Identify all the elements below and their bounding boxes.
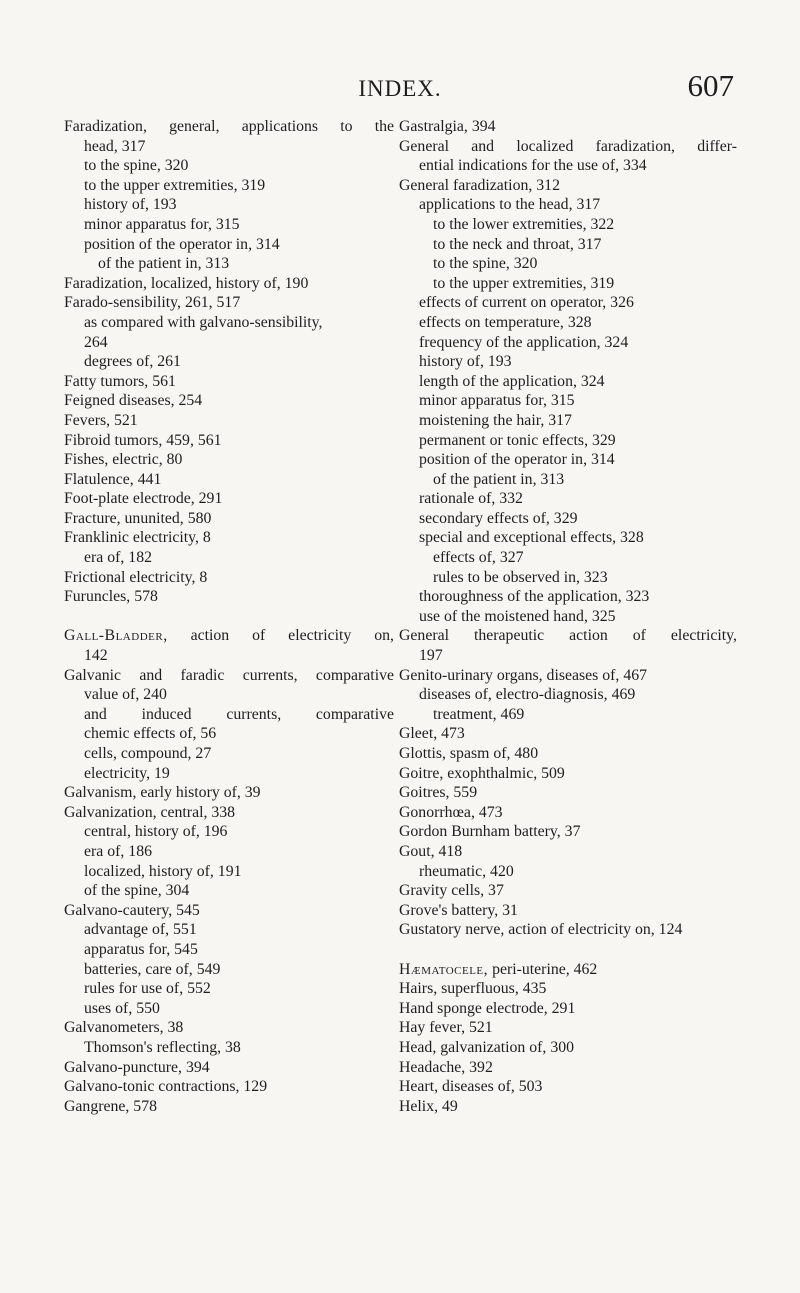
index-subentry — [399, 646, 737, 666]
index-subentry — [64, 235, 394, 255]
index-entry — [399, 724, 737, 744]
index-entry — [64, 470, 394, 490]
entry-text: General and localized faradization, differ- — [399, 137, 737, 155]
entry-text: electricity, 19 — [84, 764, 170, 782]
entry-text: to the lower extremities, 322 — [433, 215, 615, 233]
entry-text: Gravity cells, 37 — [399, 882, 504, 900]
index-subentry — [64, 724, 394, 744]
entry-text: Fracture, ununited, 580 — [64, 509, 212, 527]
entry-text: Thomson's reflecting, 38 — [84, 1038, 241, 1056]
entry-text: Gordon Burnham battery, 37 — [399, 823, 581, 841]
index-entry — [64, 450, 394, 470]
entry-text: Fibroid tumors, 459, 561 — [64, 431, 222, 449]
index-entry — [399, 783, 737, 803]
entry-text: to the spine, 320 — [433, 255, 538, 273]
entry-text: special and exceptional effects, 328 — [419, 529, 644, 547]
index-entry — [64, 391, 394, 411]
index-entry — [64, 568, 394, 588]
index-subentry — [64, 744, 394, 764]
entry-text: effects on temperature, 328 — [419, 313, 592, 331]
entry-text: to the neck and throat, 317 — [433, 235, 602, 253]
entry-text: Galvanic and faradic currents, comparative — [64, 666, 394, 684]
entry-text: Fevers, 521 — [64, 411, 138, 429]
entry-text: Galvano-cautery, 545 — [64, 901, 200, 919]
entry-text: applications to the head, 317 — [419, 196, 601, 214]
entry-text: peri-uterine, 462 — [492, 960, 598, 978]
entry-text: apparatus for, 545 — [84, 940, 198, 958]
index-subentry — [399, 509, 737, 529]
index-subentry — [399, 352, 737, 372]
index-subentry — [64, 137, 394, 157]
index-entry — [399, 920, 737, 940]
entry-text: Faradization, localized, history of, 190 — [64, 274, 309, 292]
index-subentry — [399, 391, 737, 411]
entry-text: rheumatic, 420 — [419, 862, 514, 880]
entry-text: Gout, 418 — [399, 842, 463, 860]
entry-text: era of, 186 — [84, 842, 152, 860]
left-index-column — [64, 117, 394, 1116]
section-lead-word: Hæmatocele, — [399, 960, 489, 978]
index-entry — [64, 274, 394, 294]
entry-text: head, 317 — [84, 137, 146, 155]
entry-text: ential indications for the use of, 334 — [419, 157, 647, 175]
index-subentry — [64, 313, 394, 333]
index-subentry — [64, 1038, 394, 1058]
entry-text: Flatulence, 441 — [64, 470, 162, 488]
index-subentry — [64, 215, 394, 235]
index-subentry — [64, 920, 394, 940]
entry-text: history of, 193 — [419, 353, 512, 371]
index-entry — [399, 979, 737, 999]
section-gap — [64, 607, 394, 627]
entry-text: localized, history of, 191 — [84, 862, 242, 880]
page-number: 607 — [687, 68, 734, 103]
entry-text: era of, 182 — [84, 549, 152, 567]
index-subentry — [64, 646, 394, 666]
index-subentry — [64, 705, 394, 725]
index-entry — [64, 489, 394, 509]
entry-text: Galvano-puncture, 394 — [64, 1058, 210, 1076]
index-entry — [64, 901, 394, 921]
index-subentry — [64, 960, 394, 980]
index-entry — [399, 1077, 737, 1097]
index-subentry — [64, 685, 394, 705]
entry-text: effects of current on operator, 326 — [419, 294, 634, 312]
index-entry — [399, 1058, 737, 1078]
index-entry — [399, 842, 737, 862]
entry-text: position of the operator in, 314 — [419, 451, 615, 469]
entry-text: action of electricity on, — [190, 627, 394, 645]
entry-text: minor apparatus for, 315 — [419, 392, 575, 410]
entry-text: Gangrene, 578 — [64, 1097, 157, 1115]
entry-text: Furuncles, 578 — [64, 588, 158, 606]
entry-text: General faradization, 312 — [399, 176, 560, 194]
index-subentry — [64, 822, 394, 842]
index-entry — [399, 626, 737, 646]
index-subentry — [399, 607, 737, 627]
entry-text: of the patient in, 313 — [98, 255, 230, 273]
entry-text: Gleet, 473 — [399, 725, 465, 743]
entry-text: and induced currents, comparative — [84, 705, 394, 723]
entry-text: Foot-plate electrode, 291 — [64, 490, 223, 508]
entry-text: of the patient in, 313 — [433, 470, 565, 488]
entry-text: Grove's battery, 31 — [399, 901, 518, 919]
index-subentry — [399, 274, 737, 294]
index-entry — [399, 881, 737, 901]
index-subentry — [399, 862, 737, 882]
index-subentry — [64, 195, 394, 215]
entry-text: thoroughness of the application, 323 — [419, 588, 650, 606]
entry-text: Helix, 49 — [399, 1097, 458, 1115]
section-lead-word: Gall-Bladder, — [64, 627, 168, 645]
entry-text: batteries, care of, 549 — [84, 960, 221, 978]
entry-text: degrees of, 261 — [84, 353, 181, 371]
index-entry — [64, 1097, 394, 1117]
index-subentry — [399, 528, 737, 548]
entry-text: rules for use of, 552 — [84, 980, 211, 998]
entry-text: 197 — [419, 647, 443, 665]
index-subentry — [64, 999, 394, 1019]
entry-text: chemic effects of, 56 — [84, 725, 217, 743]
entry-text: Galvanism, early history of, 39 — [64, 784, 261, 802]
entry-text: Galvano-tonic contractions, 129 — [64, 1078, 268, 1096]
entry-text: Genito-urinary organs, diseases of, 467 — [399, 666, 648, 684]
entry-text: Goitres, 559 — [399, 784, 478, 802]
index-subentry — [399, 293, 737, 313]
index-entry — [399, 999, 737, 1019]
index-entry — [64, 803, 394, 823]
index-entry — [64, 431, 394, 451]
index-entry — [399, 1018, 737, 1038]
entry-text: Hay fever, 521 — [399, 1019, 493, 1037]
entry-text: frequency of the application, 324 — [419, 333, 629, 351]
entry-text: Fishes, electric, 80 — [64, 451, 183, 469]
index-subentry — [399, 450, 737, 470]
index-entry — [64, 528, 394, 548]
right-index-column — [399, 117, 737, 1116]
entry-text: Gastralgia, 394 — [399, 118, 496, 135]
index-subentry — [399, 254, 737, 274]
entry-text: Gustatory nerve, action of electricity on, 124 — [399, 921, 683, 939]
entry-text: to the upper extremities, 319 — [84, 176, 266, 194]
entry-text: position of the operator in, 314 — [84, 235, 280, 253]
index-entry — [399, 764, 737, 784]
index-subentry — [399, 313, 737, 333]
index-entry — [399, 176, 737, 196]
index-entry — [399, 117, 737, 137]
entry-text: Faradization, general, applications to the — [64, 118, 394, 135]
index-entry — [64, 587, 394, 607]
index-subentry — [64, 254, 394, 274]
index-entry — [399, 803, 737, 823]
entry-text: Galvanometers, 38 — [64, 1019, 184, 1037]
entry-text: use of the moistened hand, 325 — [419, 607, 616, 625]
index-entry — [64, 666, 394, 686]
index-subentry — [399, 156, 737, 176]
index-subentry — [64, 940, 394, 960]
entry-text: Feigned diseases, 254 — [64, 392, 203, 410]
entry-text: General therapeutic action of electricity, — [399, 627, 737, 645]
entry-text: 264 — [84, 333, 108, 351]
index-subentry — [399, 411, 737, 431]
entry-text: Hairs, superfluous, 435 — [399, 980, 547, 998]
entry-text: Frictional electricity, 8 — [64, 568, 208, 586]
index-entry — [64, 783, 394, 803]
index-subentry — [64, 764, 394, 784]
running-head: INDEX. — [358, 76, 442, 101]
index-subentry — [399, 215, 737, 235]
index-entry — [399, 901, 737, 921]
entry-text: advantage of, 551 — [84, 921, 197, 939]
entry-text: uses of, 550 — [84, 999, 160, 1017]
index-entry — [64, 509, 394, 529]
entry-text: cells, compound, 27 — [84, 745, 212, 762]
entry-text: Heart, diseases of, 503 — [399, 1078, 543, 1096]
index-subentry — [399, 548, 737, 568]
entry-text: Headache, 392 — [399, 1058, 493, 1076]
index-entry — [399, 744, 737, 764]
entry-text: Gonorrhœa, 473 — [399, 803, 503, 821]
index-subentry — [399, 587, 737, 607]
entry-text: rules to be observed in, 323 — [433, 568, 608, 586]
index-subentry — [399, 195, 737, 215]
index-subentry — [399, 431, 737, 451]
index-subentry — [399, 333, 737, 353]
page-header — [0, 68, 800, 106]
entry-text: secondary effects of, 329 — [419, 509, 578, 527]
entry-text: permanent or tonic effects, 329 — [419, 431, 616, 449]
section-gap — [399, 940, 737, 960]
entry-text: Fatty tumors, 561 — [64, 372, 176, 390]
entry-text: history of, 193 — [84, 196, 177, 214]
index-subentry — [399, 470, 737, 490]
index-entry — [64, 1058, 394, 1078]
entry-text: to the upper extremities, 319 — [433, 274, 615, 292]
index-subentry — [64, 333, 394, 353]
index-entry — [64, 117, 394, 137]
index-subentry — [64, 156, 394, 176]
index-subentry — [399, 685, 737, 705]
entry-text: Galvanization, central, 338 — [64, 803, 236, 821]
entry-text: moistening the hair, 317 — [419, 411, 572, 429]
entry-text: Goitre, exophthalmic, 509 — [399, 764, 565, 782]
entry-text: Glottis, spasm of, 480 — [399, 745, 539, 762]
index-entry — [399, 666, 737, 686]
entry-text: of the spine, 304 — [84, 882, 190, 900]
index-subentry — [64, 176, 394, 196]
index-subentry — [399, 235, 737, 255]
entry-text: to the spine, 320 — [84, 157, 189, 175]
index-entry — [64, 293, 394, 313]
index-entry — [399, 1097, 737, 1117]
entry-text: minor apparatus for, 315 — [84, 215, 240, 233]
index-entry — [399, 1038, 737, 1058]
entry-text: rationale of, 332 — [419, 490, 523, 508]
index-subentry — [64, 548, 394, 568]
index-entry — [64, 411, 394, 431]
index-entry — [399, 137, 737, 157]
index-subentry — [64, 979, 394, 999]
entry-text: Franklinic electricity, 8 — [64, 529, 211, 547]
index-entry — [64, 1018, 394, 1038]
index-subentry — [64, 862, 394, 882]
entry-text: Hand sponge electrode, 291 — [399, 999, 576, 1017]
entry-text: effects of, 327 — [433, 549, 524, 567]
index-entry — [64, 372, 394, 392]
entry-text: length of the application, 324 — [419, 372, 605, 390]
index-subentry — [399, 568, 737, 588]
entry-text: 142 — [84, 647, 108, 665]
entry-text: Farado-sensibility, 261, 517 — [64, 294, 241, 312]
index-subentry — [64, 881, 394, 901]
entry-text: value of, 240 — [84, 686, 167, 704]
index-subentry — [399, 372, 737, 392]
index-subentry — [399, 705, 737, 725]
index-subentry — [64, 842, 394, 862]
index-subentry — [399, 489, 737, 509]
index-entry — [64, 626, 394, 646]
entry-text: treatment, 469 — [433, 705, 525, 723]
index-subentry — [64, 352, 394, 372]
entry-text: diseases of, electro-diagnosis, 469 — [419, 686, 636, 704]
index-entry — [399, 960, 737, 980]
entry-text: central, history of, 196 — [84, 823, 228, 841]
index-entry — [64, 1077, 394, 1097]
entry-text: Head, galvanization of, 300 — [399, 1038, 575, 1056]
index-entry — [399, 822, 737, 842]
entry-text: as compared with galvano-sensibility, — [84, 313, 323, 331]
